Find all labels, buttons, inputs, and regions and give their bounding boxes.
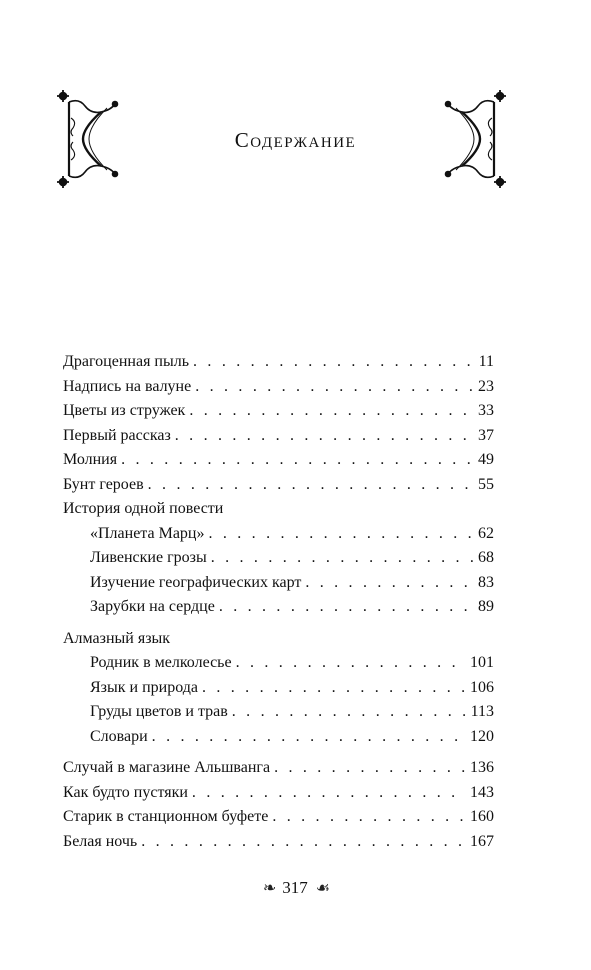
toc-entry[interactable] xyxy=(63,571,494,596)
toc-entry-page: 49 xyxy=(478,451,494,468)
leader-dots xyxy=(208,522,474,547)
toc-entry[interactable] xyxy=(63,546,494,571)
toc-entry-page: 106 xyxy=(470,678,494,696)
toc-entry[interactable] xyxy=(63,399,494,424)
toc-entry-title: Изучение географических карт xyxy=(90,573,302,591)
flourish-right-icon: ☙ xyxy=(315,880,329,897)
toc-entry-page: 113 xyxy=(470,703,494,720)
toc-entry-page: 101 xyxy=(470,654,494,671)
toc-entry-page: 160 xyxy=(470,808,494,825)
toc-entry-title: Драгоценная пыль xyxy=(63,353,190,370)
toc-entry-page: 120 xyxy=(470,727,494,745)
toc-entry-page: 55 xyxy=(478,475,494,493)
toc-entry-page: 68 xyxy=(478,549,494,566)
toc-entry[interactable] xyxy=(63,781,494,806)
toc-entry[interactable] xyxy=(63,756,494,781)
leader-dots xyxy=(148,473,474,498)
leader-dots xyxy=(211,546,474,571)
page-footer xyxy=(0,878,591,898)
toc-entry-page: 89 xyxy=(478,598,494,615)
toc-entry[interactable] xyxy=(63,725,494,750)
leader-dots xyxy=(192,781,466,806)
leader-dots xyxy=(121,448,474,473)
toc-entry[interactable] xyxy=(63,522,494,547)
toc-entry-title: Надпись на валуне xyxy=(63,377,192,395)
toc-section-heading[interactable] xyxy=(63,497,494,522)
toc-entry[interactable] xyxy=(63,700,494,725)
page-number: 317 xyxy=(282,878,308,897)
leader-dots xyxy=(175,424,474,449)
toc-section-heading[interactable] xyxy=(63,627,494,652)
toc-entry[interactable] xyxy=(63,805,494,830)
toc-entry-title: Как будто пустяки xyxy=(63,783,188,801)
toc-entry-title: Первый рассказ xyxy=(63,426,171,444)
leader-dots xyxy=(141,830,466,855)
toc-entry[interactable] xyxy=(63,448,494,473)
toc-entry-page: 143 xyxy=(470,783,494,801)
toc-entry[interactable] xyxy=(63,830,494,855)
leader-dots xyxy=(195,375,474,400)
toc-entry-title: Цветы из стружек xyxy=(63,402,186,419)
leader-dots xyxy=(202,676,466,701)
leader-dots xyxy=(152,725,466,750)
toc-entry-page: 62 xyxy=(478,524,494,542)
toc-entry[interactable] xyxy=(63,424,494,449)
table-of-contents xyxy=(63,350,494,854)
toc-entry-title: Язык и природа xyxy=(90,678,198,696)
toc-entry-title: Ливенские грозы xyxy=(90,549,207,566)
leader-dots xyxy=(232,700,467,725)
toc-entry-title: Зарубки на сердце xyxy=(90,598,215,615)
toc-entry-title: Словари xyxy=(90,727,148,745)
toc-entry-page: 23 xyxy=(478,377,494,395)
page-title: Содержание xyxy=(234,128,357,152)
toc-entry-page: 136 xyxy=(470,759,494,776)
leader-dots xyxy=(236,651,466,676)
toc-entry-title: «Планета Марц» xyxy=(90,524,205,542)
toc-entry[interactable] xyxy=(63,473,494,498)
toc-entry-title: История одной повести xyxy=(63,500,224,517)
toc-entry[interactable] xyxy=(63,595,494,620)
toc-entry[interactable] xyxy=(63,651,494,676)
toc-entry-title: Алмазный язык xyxy=(63,629,171,647)
leader-dots xyxy=(305,571,474,596)
leader-dots xyxy=(189,399,474,424)
toc-entry-page: 37 xyxy=(478,426,494,444)
leader-dots xyxy=(219,595,474,620)
toc-entry-title: Родник в мелколесье xyxy=(90,654,232,671)
toc-entry-page: 83 xyxy=(478,573,494,591)
toc-entry-title: Груды цветов и трав xyxy=(90,703,228,720)
toc-entry-page: 11 xyxy=(478,353,494,370)
toc-entry[interactable] xyxy=(63,375,494,400)
leader-dots xyxy=(193,350,475,375)
toc-entry-title: Белая ночь xyxy=(63,832,138,850)
toc-entry-page: 33 xyxy=(478,402,494,419)
toc-entry-title: Бунт героев xyxy=(63,475,144,493)
toc-entry-title: Старик в станционном буфете xyxy=(63,808,269,825)
toc-entry[interactable] xyxy=(63,350,494,375)
toc-entry[interactable] xyxy=(63,676,494,701)
flourish-left-icon: ❧ xyxy=(262,880,275,897)
toc-entry-page: 167 xyxy=(470,832,494,850)
leader-dots xyxy=(272,805,466,830)
leader-dots xyxy=(274,756,466,781)
toc-entry-title: Случай в магазине Альшванга xyxy=(63,759,271,776)
toc-entry-title: Молния xyxy=(63,451,118,468)
